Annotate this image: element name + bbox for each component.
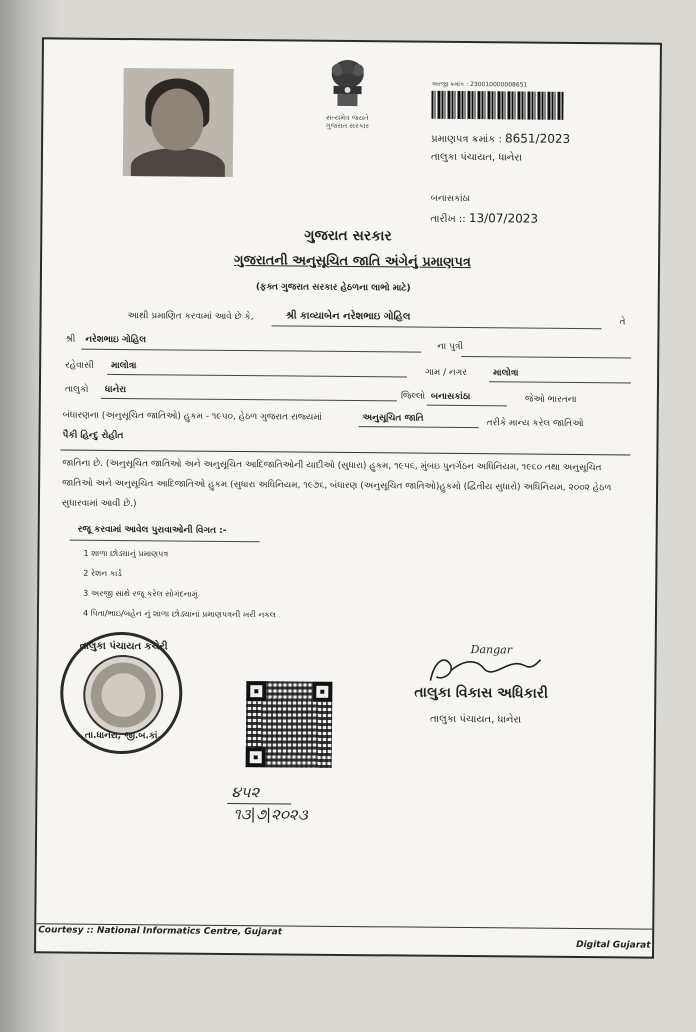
issue-date: 13/07/2023 [468, 211, 539, 226]
application-number: અરજી ક્રમાંક : 230010000008651 [431, 80, 528, 89]
issuing-office: તાલુકા પંચાયત, ધાનેરા [430, 151, 522, 164]
te-text: તે [619, 317, 626, 328]
caste-name: પૈકી હિન્દુ રોહીત [62, 430, 124, 442]
order-text: બંધારણના (અનુસૂચિત જાતિઓ) હુકમ - ૧૯૫૦, હેઠળ ગુજરાત રાજ્યમાં [62, 410, 322, 423]
documents-list [83, 548, 277, 630]
issue-date-row [430, 211, 538, 228]
relation-text: ના પુત્રી [437, 341, 464, 352]
footer-brand: Digital Gujarat [576, 940, 651, 951]
handwritten-date: ૧૩|૭|૨૦૨૩ [233, 805, 308, 824]
emblem-caption-govt: ગુજરાત સરકાર [325, 121, 370, 131]
father-name: નરેશભાઇ ગોહિલ [85, 334, 147, 346]
resident-value: માલોત્રા [111, 360, 137, 372]
documents-heading: રજૂ કરવામાં આવેલ પુરાવાઓની વિગત :- [77, 524, 227, 536]
signature-text: Dangar [470, 643, 513, 657]
resident-label: રહેવાસી [65, 360, 94, 371]
district-label: જિલ્લો [400, 391, 426, 402]
certificate-number-label: પ્રમાણપત્ર ક્રમાંક : [431, 133, 502, 146]
india-text: જેઓ ભારતના [524, 394, 577, 405]
certificate-page [34, 37, 662, 958]
ashoka-emblem-icon [325, 58, 369, 110]
signatory-title: તાલુકા વિકાસ અધિકારી [414, 684, 549, 702]
village-label: ગામ / નગર [425, 367, 467, 379]
taluka-label: તાલુકો [64, 384, 89, 395]
document-item: 2 રેશન કાર્ડ [83, 568, 122, 579]
declared-text: તરીકે માન્ય કરેલ જાતિઓ [486, 418, 584, 430]
seal-bottom-text: તા.ધાનેરા, જી.બ.કાં. [84, 730, 161, 742]
signatory-office: તાલુકા પંચાયત, ધાનેરા [430, 713, 522, 726]
legal-paragraph: જાતિના છે. (અનુસૂચિત જાતિઓ અને અનુસૂચિત આદિજાતિઓની યાદીઓ (સુધારા) હુકમ, ૧૯૫૬, મુંબઇ પુનર્ગઠન અધિનિયમ, ૧૯૬૦ તથા અનુસૂચિત જાતિઓ અને અનુસૂચિત આદિજાતિઓ હુકમ (સુધારા અધિનિયમ, ૧૯૭૬, બંધારણ (અનુસૂચિત જાતિઓ)હુકમો (દ્વિતીય સુધારો) અધિનિયમ, ૨૦૦૨ હેઠળ સુધારવામાં આવી છે.) [61, 458, 612, 510]
certificate-number: 8651/2023 [504, 131, 571, 146]
certificate-subtitle: (ફક્ત ગુજરાત સરકાર હેઠળના લાભો માટે) [255, 282, 411, 294]
signature-scribble [424, 651, 544, 688]
issuing-district: બનાસકાંઠા [430, 193, 471, 205]
applicant-name: શ્રી કાવ્યાબેન નરેશભાઇ ગોહિલ [285, 310, 411, 323]
office-seal [60, 631, 183, 754]
applicant-photo [123, 68, 234, 177]
document-item: 4 પિતા/ભાઇ/બહેન નું શાળા છોડ્યાનાં પ્રમાણપત્રની ખરી નકલ [82, 608, 277, 620]
footer-courtesy: Courtesy :: National Informatics Centre, Gujarat [38, 925, 283, 938]
certificate-title: ગુજરાતની અનુસૂચિત જાતિ અંગેનું પ્રમાણપત્ર [234, 252, 471, 271]
document-item: 3 અરજી સાથે રજૂ કરેલ સોગંદનામું [83, 588, 198, 599]
issue-date-label: તારીખ :: [430, 213, 466, 226]
village-value: માલોત્રા [493, 368, 519, 379]
caste-category: અનુસૂચિત જાતિ [362, 413, 424, 424]
government-heading: ગુજરાત સરકાર [304, 227, 392, 245]
intro-text: આથી પ્રમાણિત કરવામાં આવે છે કે, [127, 311, 254, 323]
document-item: 1 શાળા છોડ્યાનું પ્રમાણપત્ર [83, 548, 169, 559]
taluka-value: ધાનેરા [104, 384, 127, 396]
emblem-caption: સત્યમેવ જયતે [325, 113, 369, 123]
handwritten-number: ૪૫૨ [231, 782, 260, 802]
district-value: બનાસકાંઠા [430, 391, 471, 403]
national-emblem [315, 58, 380, 137]
qr-code [246, 681, 333, 768]
shri-label: શ્રી [65, 334, 76, 345]
barcode [431, 91, 563, 120]
seal-top-text: તાલુકા પંચાયત કચેરી [79, 640, 168, 653]
certificate-number-row [431, 131, 570, 148]
